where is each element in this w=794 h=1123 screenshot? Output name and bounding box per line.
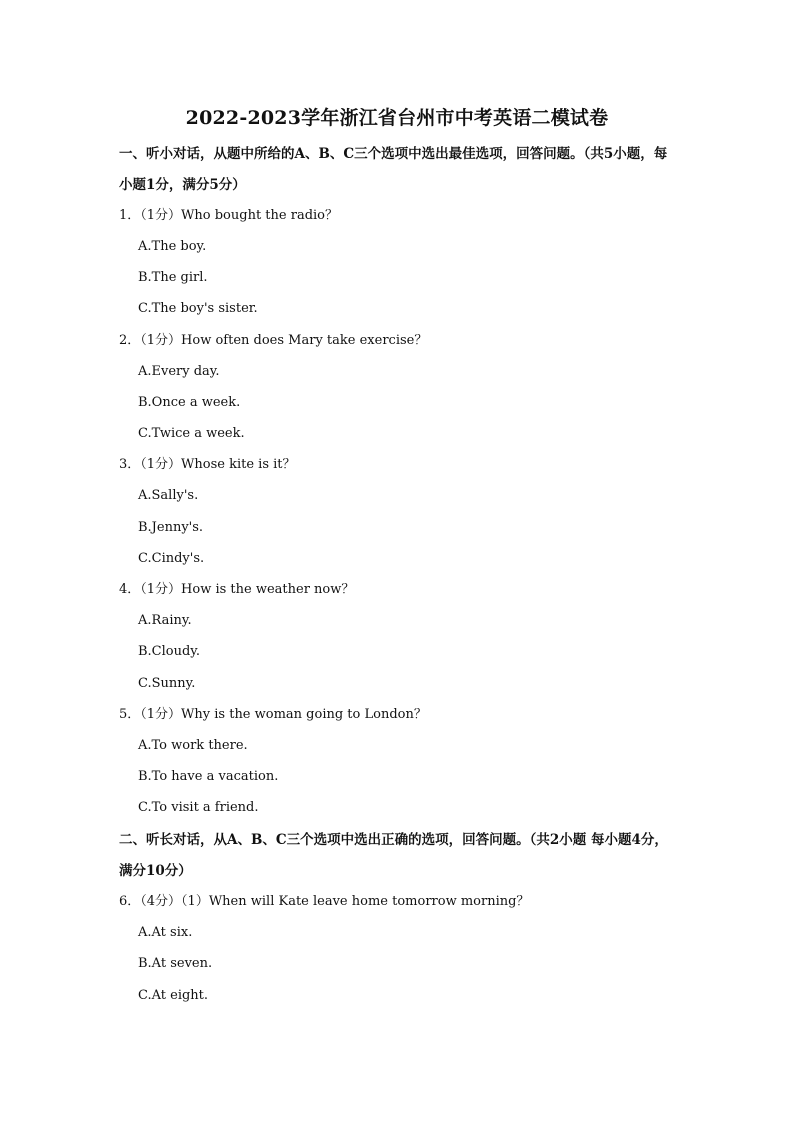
question-3-option-a: A.Sally's. <box>138 488 199 503</box>
question-4-option-c: C.Sunny. <box>138 676 196 691</box>
question-2-option-c: C.Twice a week. <box>138 426 245 441</box>
question-stem-5: 5．（1分）Why is the woman going to London？ <box>119 707 427 722</box>
question-3-option-c: C.Cindy's. <box>138 551 205 566</box>
question-1-option-a: A.The boy. <box>138 239 207 254</box>
question-stem-4: 4．（1分）How is the weather now？ <box>119 582 355 597</box>
question-5-option-a: A.To work there. <box>138 738 248 753</box>
question-5-option-c: C.To visit a friend. <box>138 800 259 815</box>
question-2-option-b: B.Once a week. <box>138 395 241 410</box>
question-stem-1: 1．（1分）Who bought the radio？ <box>119 208 339 223</box>
question-2-option-a: A.Every day. <box>138 364 220 379</box>
question-1-option-c: C.The boy's sister. <box>138 301 258 316</box>
question-4-option-b: B.Cloudy. <box>138 644 201 659</box>
question-6-option-c: C.At eight. <box>138 988 209 1003</box>
question-6-option-b: B.At seven. <box>138 956 213 971</box>
question-1-option-b: B.The girl. <box>138 270 208 285</box>
section-heading-2: 二、听长对话，从A、B、C三个选项中选出正确的选项，回答问题。（共2小题 每小题4分，满分10分） <box>119 832 668 879</box>
question-6-option-a: A.At six. <box>138 925 193 940</box>
question-3-option-b: B.Jenny's. <box>138 520 204 535</box>
question-stem-3: 3．（1分）Whose kite is it？ <box>119 457 296 472</box>
section-heading-1: 一、听小对话，从题中所给的A、B、C三个选项中选出最佳选项，回答问题。（共5小题，每小题1分，满分5分） <box>119 146 668 193</box>
question-5-option-b: B.To have a vacation. <box>138 769 279 784</box>
question-stem-2: 2．（1分）How often does Mary take exercise？ <box>119 333 428 348</box>
question-4-option-a: A.Rainy. <box>138 613 192 628</box>
question-stem-6: 6．（4分）（1）When will Kate leave home tomorrow morning？ <box>119 894 530 909</box>
page-title: 2022-2023学年浙江省台州市中考英语二模试卷 <box>185 107 609 129</box>
